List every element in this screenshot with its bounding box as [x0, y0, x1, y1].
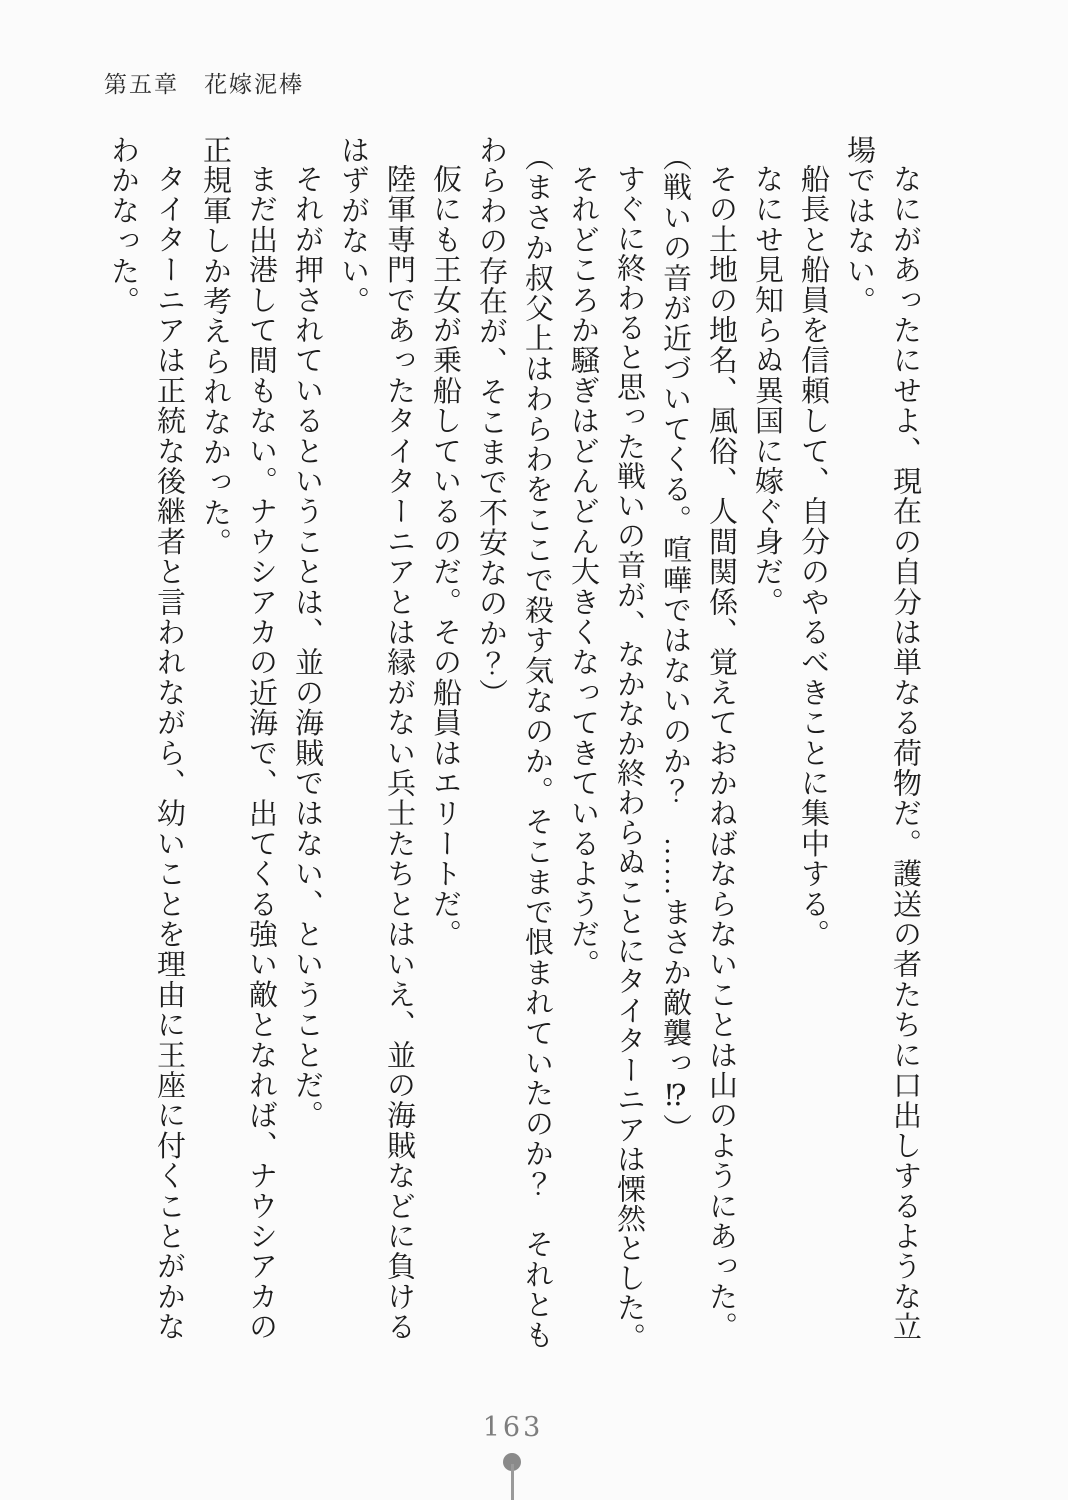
paragraph: それが押されているということは、並の海賊ではない、ということだ。 — [291, 164, 323, 1131]
body-text — [100, 135, 928, 1355]
paragraph: それどころか騒ぎはどんどん大きくなってきているようだ。 — [567, 164, 599, 980]
paragraph: 仮にも王女が乗船しているのだ。その船員はエリートだ。 — [429, 164, 461, 950]
paragraph: （まさか叔父上はわらわをここで殺す気なのか。そこまで恨まれていたのか？ それともわらわの存在が、そこまで不安なのか？） — [475, 135, 553, 1351]
paragraph: すぐに終わると思った戦いの音が、なかなか終わらぬことにタイターニアは慄然とした。 — [613, 164, 645, 1352]
paragraph: 陸軍専門であったタイターニアとは縁がない兵士たちとはいえ、並の海賊などに負けるはずがない。 — [337, 135, 415, 1342]
ornament-stem-icon — [511, 1464, 514, 1500]
page-number: 163 — [482, 1412, 544, 1443]
paragraph: なにせ見知らぬ異国に嫁ぐ身だ。 — [751, 164, 783, 618]
paragraph: なにがあったにせよ、現在の自分は単なる荷物だ。護送の者たちに口出しするような立場ではない。 — [843, 135, 921, 1342]
ornament-dot-icon — [503, 1453, 521, 1471]
paragraph: まだ出港して間もない。ナウシアカの近海で、出てくる強い敵となれば、ナウシアカの正規軍しか考えられなかった。 — [199, 135, 277, 1342]
chapter-header: 第五章 花嫁泥棒 — [104, 72, 304, 97]
paragraph: その土地の地名、風俗、人間関係、覚えておかねばならないことは山のようにあった。 — [705, 164, 737, 1342]
paragraph: （戦いの音が近づいてくる。喧嘩ではないのか？ ……まさか敵襲っ⁉） — [659, 142, 691, 1144]
paragraph: タイターニアは正統な後継者と言われながら、幼いことを理由に王座に付くことがかなわかなった。 — [107, 135, 185, 1342]
paragraph: 船長と船員を信頼して、自分のやるべきことに集中する。 — [797, 164, 829, 950]
